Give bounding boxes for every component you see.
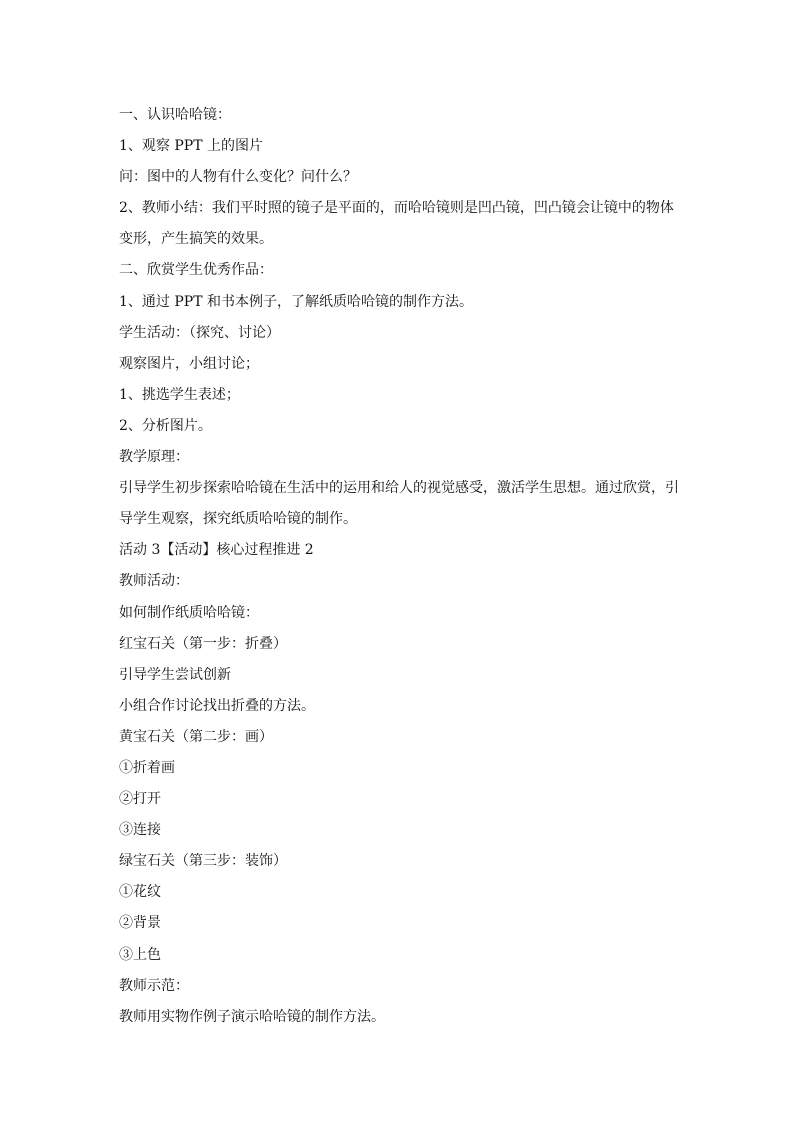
paragraph-line: 1、观察 PPT 上的图片: [119, 138, 263, 155]
paragraph-line: 教师示范：: [119, 977, 189, 994]
paragraph-line: 引导学生初步探索哈哈镜在生活中的运用和给人的视觉感受，激活学生思想。通过欣赏，引: [119, 480, 679, 497]
list-item: ③上色: [119, 946, 161, 963]
list-item: ②背景: [119, 915, 161, 932]
paragraph-line: 问：图中的人物有什么变化？问什么？: [119, 169, 357, 186]
paragraph-line: 1、通过 PPT 和书本例子，了解纸质哈哈镜的制作方法。: [119, 293, 473, 310]
paragraph-line: 1、挑选学生表述；: [119, 386, 240, 403]
step-heading-green-gem: 绿宝石关（第三步：装饰）: [119, 853, 287, 870]
paragraph-line: 教学原理：: [119, 449, 189, 466]
list-item: ②打开: [119, 791, 161, 808]
paragraph-line: 教师活动：: [119, 573, 189, 590]
list-item: ①花纹: [119, 884, 161, 901]
document-body: [119, 100, 679, 1033]
paragraph-line: 教师用实物作例子演示哈哈镜的制作方法。: [119, 1008, 385, 1025]
list-item: ①折着画: [119, 759, 175, 776]
paragraph-line: 导学生观察，探究纸质哈哈镜的制作。: [119, 511, 357, 528]
paragraph-line: 学生活动：（探究、讨论）: [119, 324, 280, 341]
activity-heading: 活动 3【活动】核心过程推进 2: [119, 542, 314, 559]
paragraph-line: 变形，产生搞笑的效果。: [119, 231, 273, 248]
paragraph-line: 引导学生尝试创新: [119, 666, 231, 683]
section-heading-appreciate-works: 二、欣赏学生优秀作品：: [119, 262, 273, 279]
paragraph-line: 如何制作纸质哈哈镜：: [119, 604, 259, 621]
paragraph-line: 2、分析图片。: [119, 417, 212, 434]
step-heading-yellow-gem: 黄宝石关（第二步：画）: [119, 728, 273, 745]
paragraph-line: 2、教师小结：我们平时照的镜子是平面的，而哈哈镜则是凹凸镜，凹凸镜会让镜中的物体: [119, 200, 674, 217]
paragraph-line: 观察图片，小组讨论；: [119, 355, 259, 372]
section-heading-recognize-mirror: 一、认识哈哈镜：: [119, 107, 231, 123]
paragraph-line: 小组合作讨论找出折叠的方法。: [119, 697, 315, 714]
step-heading-red-gem: 红宝石关（第一步：折叠）: [119, 635, 287, 652]
list-item: ③连接: [119, 822, 161, 839]
